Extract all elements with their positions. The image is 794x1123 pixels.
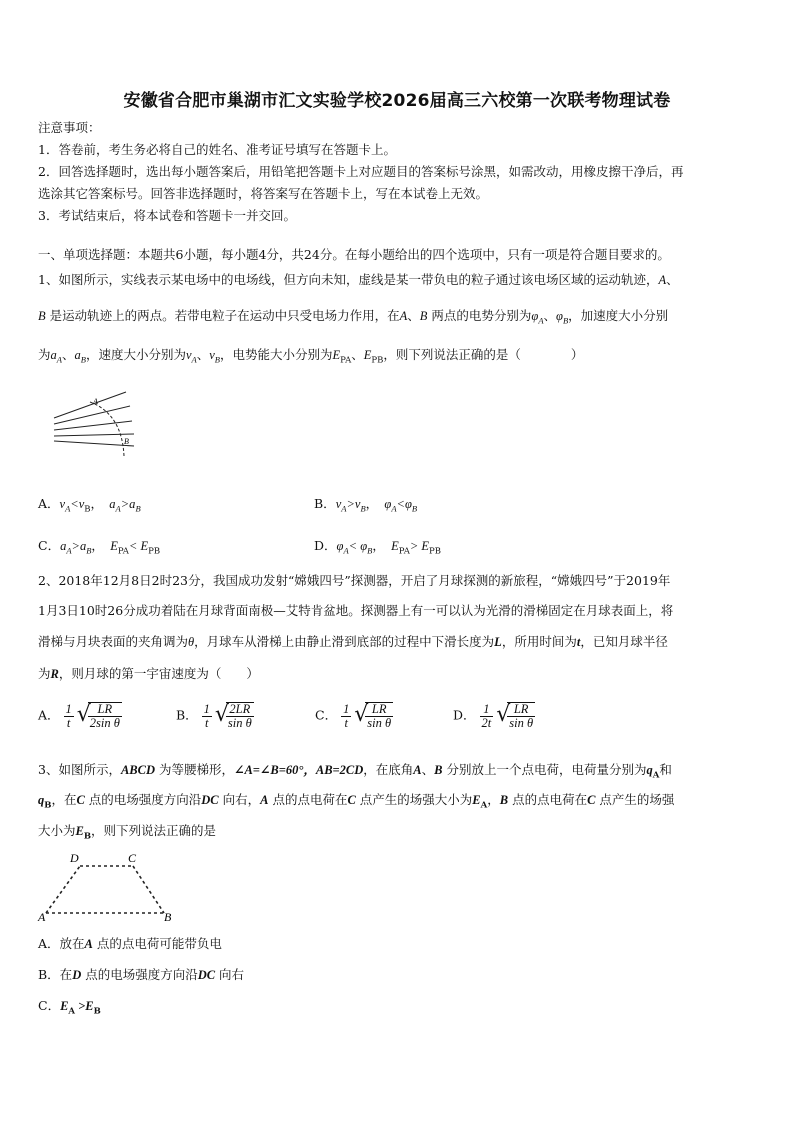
q3-option-b[interactable]: B．在D 点的电场强度方向沿DC 向右 <box>38 967 245 982</box>
notice-item-3: 3．考试结束后，将本试卷和答题卡一并交回。 <box>38 208 296 223</box>
section-heading: 一、单项选择题：本题共6小题，每小题4分，共24分。在每小题给出的四个选项中，只有一项是符合题目要求的。 <box>38 247 670 262</box>
vertex-label-b: B <box>164 910 172 924</box>
point-label-a: A <box>93 397 98 406</box>
q1-option-a[interactable]: A．$v_A<v_B$， $a_A>a_B$ <box>38 496 141 515</box>
sqrt-sign: √ $\frac{LR}{\text{sin θ}}$ <box>355 702 393 730</box>
q3-trapezoid-figure <box>36 850 182 924</box>
q1-field-line-figure <box>50 384 140 460</box>
q1-option-b[interactable]: B．$v_A>v_B$， $\varphi_A<\varphi_B$ <box>314 496 418 514</box>
edge-cb <box>133 866 164 913</box>
notice-heading: 注意事项： <box>38 120 101 135</box>
sqrt-sign: √ $\frac{LR}{\text{2sin θ}}$ <box>78 702 122 730</box>
q3-option-a[interactable]: A．放在A 点的点电荷可能带负电 <box>38 936 222 951</box>
q3-line-1: 3、如图所示，ABCD 为等腰梯形，∠A=∠B=60°，AB=2CD，在底角A、B 分别放上一个点电荷，电荷量分别为$q_A$和 <box>38 762 672 781</box>
q3-line-3: 大小为$E_B$，则下列说法正确的是 <box>38 823 217 842</box>
notice-item-2-cont: 选涂其它答案标号。回答非选择题时，将答案写在答题卡上，写在本试卷上无效。 <box>38 186 489 201</box>
field-line <box>54 392 126 418</box>
vertex-label-a: A <box>38 910 46 924</box>
field-line <box>54 406 130 424</box>
field-line <box>54 441 134 446</box>
q2-option-a[interactable]: A． $\frac{1}{t}$ √ $\frac{LR}{\text{2sin θ}}$ <box>38 702 122 730</box>
q1-line-1: 1、如图所示，实线表示某电场中的电场线，但方向未知，虚线是某一带负电的粒子通过该电场区域的运动轨迹，A、 <box>38 272 679 287</box>
q2-option-b[interactable]: B． $\frac{1}{t}$ √ $\frac{2LR}{\text{sin θ}}$ <box>176 702 254 730</box>
q1-line-3: 为$a_A$、$a_B$，速度大小分别为$v_A$、$v_B$，电势能大小分别为$E_{PA}$、$E_{PB}$，则下列说法正确的是（ ） <box>38 347 584 366</box>
trajectory-curve <box>90 402 124 456</box>
sqrt-sign: √ $\frac{2LR}{\text{sin θ}}$ <box>216 702 254 730</box>
field-line <box>54 434 134 436</box>
edge-ad <box>46 866 80 913</box>
q1-line-2: B 是运动轨迹上的两点。若带电粒子在运动中只受电场力作用，在A、B 两点的电势分别为$\varphi_A$、$\varphi_B$，加速度大小分别 <box>38 308 669 326</box>
q2-option-d[interactable]: D． $\frac{1}{2t}$ √ $\frac{LR}{\text{sin θ}}$ <box>453 702 535 730</box>
sqrt-sign: √ $\frac{LR}{\text{sin θ}}$ <box>497 702 535 730</box>
vertex-label-c: C <box>128 851 137 865</box>
field-line <box>54 421 132 430</box>
q2-line-1: 2、2018年12月8日2时23分，我国成功发射“嫦娥四号”探测器，开启了月球探测的新旅程，“嫦娥四号”于2019年 <box>38 573 671 588</box>
q2-line-2: 1月3日10时26分成功着陆在月球背面南极—艾特肯盆地。探测器上有一可以认为光滑的滑梯固定在月球表面上，将 <box>38 603 674 618</box>
q3-option-c[interactable]: C．$E_A >E_B$ <box>38 998 101 1017</box>
exam-title: 安徽省合肥市巢湖市汇文实验学校2026届高三六校第一次联考物理试卷 <box>123 91 671 111</box>
q1-option-d[interactable]: D．$\varphi_A< \varphi_B$， $E_{PA}> E_{PB}$ <box>314 538 441 557</box>
q3-line-2: $q_B$，在C 点的电场强度方向沿DC 向右，A 点的点电荷在C 点产生的场强大小为$E_A$，B 点的点电荷在C 点产生的场强 <box>38 792 675 811</box>
vertex-label-d: D <box>70 851 79 865</box>
notice-item-2: 2．回答选择题时，选出每小题答案后，用铅笔把答题卡上对应题目的答案标号涂黑，如需改动，用橡皮擦干净后，再 <box>38 164 684 179</box>
q2-option-c[interactable]: C． $\frac{1}{t}$ √ $\frac{LR}{\text{sin θ}}$ <box>315 702 393 730</box>
point-label-b: B <box>124 437 129 446</box>
q1-option-c[interactable]: C．$a_A>a_B$， $E_{PA}< E_{PB}$ <box>38 538 161 557</box>
notice-item-1: 1．答卷前，考生务必将自己的姓名、准考证号填写在答题卡上。 <box>38 142 396 157</box>
q2-line-4: 为R，则月球的第一宇宙速度为（ ） <box>38 666 259 681</box>
q2-line-3: 滑梯与月块表面的夹角调为θ，月球车从滑梯上由静止滑到底部的过程中下滑长度为L，所用时间为t，已知月球半径 <box>38 634 668 649</box>
